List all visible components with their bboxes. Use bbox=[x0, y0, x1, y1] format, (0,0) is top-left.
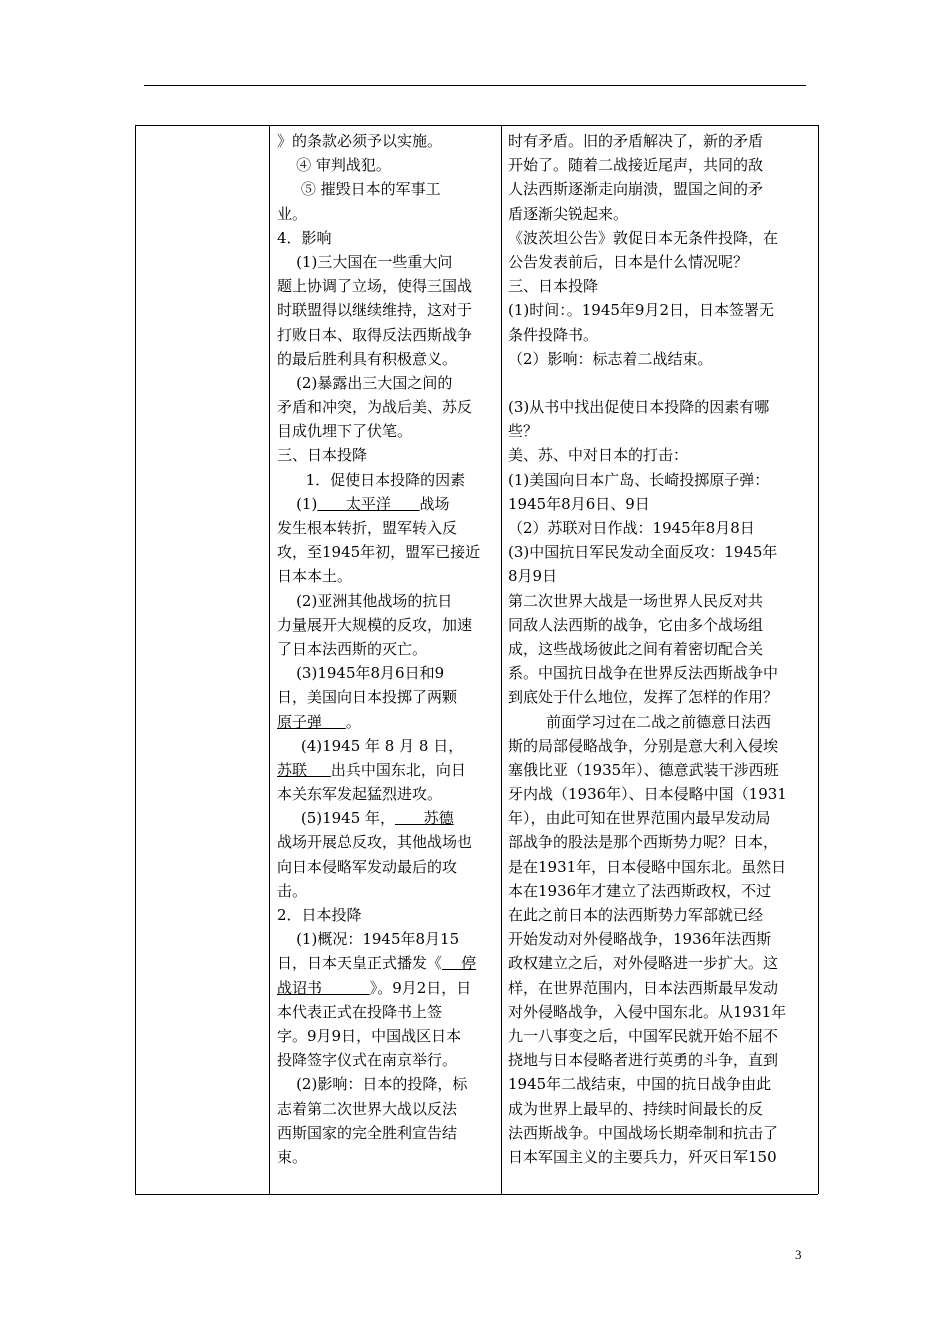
teaching-line bbox=[508, 1072, 813, 1096]
teaching-line bbox=[508, 903, 813, 927]
knowledge-line bbox=[277, 564, 499, 588]
text-run: ④ 审判战犯。 bbox=[277, 156, 391, 175]
text-run: 日，美国向日本投掷了两颗 bbox=[277, 688, 458, 707]
text-run: 系。中国抗日战争在世界反法西斯战争中 bbox=[508, 664, 779, 683]
text-run: 到底处于什么地位，发挥了怎样的作用？ bbox=[508, 688, 779, 707]
text-run: (2)影响：日本的投降，标 bbox=[277, 1075, 468, 1094]
text-run: ⑤ 摧毁日本的军事工 bbox=[277, 180, 441, 199]
text-run: 的最后胜利具有积极意义。 bbox=[277, 349, 458, 368]
text-run: 打败日本、取得反法西斯战争 bbox=[277, 325, 473, 344]
text-run: 日本军国主义的主要兵力，歼灭日军150 bbox=[508, 1147, 777, 1166]
knowledge-line bbox=[277, 153, 499, 177]
knowledge-line bbox=[277, 1145, 499, 1169]
teaching-line bbox=[508, 298, 813, 322]
knowledge-line bbox=[277, 855, 499, 879]
text-run: 本代表正式在投降书上签 bbox=[277, 1002, 443, 1021]
knowledge-line bbox=[277, 879, 499, 903]
text-run: 》。9月2日，日 bbox=[369, 978, 472, 997]
text-run: 挠地与日本侵略者进行英勇的斗争，直到 bbox=[508, 1051, 779, 1070]
teaching-column bbox=[508, 129, 813, 1169]
teaching-line bbox=[508, 782, 813, 806]
knowledge-line bbox=[277, 1072, 499, 1096]
text-run: 开始了。随着二战接近尾声，共同的敌 bbox=[508, 156, 764, 175]
text-run: 政权建立之后，对外侵略进一步扩大。这 bbox=[508, 954, 779, 973]
text-run: 力量展开大规模的反攻，加速 bbox=[277, 615, 473, 634]
teaching-line bbox=[508, 177, 813, 201]
text-run: 8月9日 bbox=[508, 567, 558, 586]
text-run: 九一八事变之后，中国军民就开始不屈不 bbox=[508, 1026, 779, 1045]
text-run: 1．促使日本投降的因素 bbox=[277, 470, 466, 489]
knowledge-line bbox=[277, 347, 499, 371]
text-run: 对外侵略战争，入侵中国东北。从1931年 bbox=[508, 1002, 787, 1021]
text-run: 些？ bbox=[508, 422, 539, 441]
teaching-line bbox=[508, 855, 813, 879]
blank-answer: 苏联 bbox=[277, 760, 331, 779]
knowledge-line bbox=[277, 927, 499, 951]
teaching-line bbox=[508, 1024, 813, 1048]
text-run: (1)美国向日本广岛、长崎投掷原子弹： bbox=[508, 470, 770, 489]
text-run: 了日本法西斯的灭亡。 bbox=[277, 639, 428, 658]
teaching-line bbox=[508, 202, 813, 226]
knowledge-line bbox=[277, 637, 499, 661]
teaching-line bbox=[508, 879, 813, 903]
text-run: 西斯国家的完全胜利宣告结 bbox=[277, 1123, 458, 1142]
knowledge-line bbox=[277, 1024, 499, 1048]
text-run: 年），由此可知在世界范围内最早发动局 bbox=[508, 809, 771, 828]
teaching-line bbox=[508, 468, 813, 492]
knowledge-line bbox=[277, 806, 499, 830]
knowledge-line bbox=[277, 202, 499, 226]
text-run: 开始发动对外侵略战争，1936年法西斯 bbox=[508, 930, 772, 949]
text-run: 成为世界上最早的、持续时间最长的反 bbox=[508, 1099, 764, 1118]
text-run: 1945年8月6日、9日 bbox=[508, 494, 650, 513]
knowledge-line bbox=[277, 903, 499, 927]
knowledge-line bbox=[277, 177, 499, 201]
text-run: 部战争的股法是那个西斯势力呢？日本， bbox=[508, 833, 779, 852]
text-run: 。 bbox=[345, 712, 361, 731]
text-run: 击。 bbox=[277, 881, 308, 900]
text-run: (2)亚洲其他战场的抗日 bbox=[277, 591, 453, 610]
text-run: (3)中国抗日军民发动全面反攻：1945年 bbox=[508, 543, 778, 562]
knowledge-line bbox=[277, 685, 499, 709]
teaching-line bbox=[508, 951, 813, 975]
teaching-line bbox=[508, 323, 813, 347]
text-run: (3)从书中找出促使日本投降的因素有哪 bbox=[508, 398, 770, 417]
column-divider-2 bbox=[501, 125, 502, 1194]
text-run: 攻，至1945年初，盟军已接近 bbox=[277, 543, 481, 562]
text-run: 战场 bbox=[419, 494, 450, 513]
knowledge-line bbox=[277, 1097, 499, 1121]
teaching-line bbox=[508, 443, 813, 467]
text-run: 公告发表前后，日本是什么情况呢？ bbox=[508, 252, 749, 271]
text-run: 人法西斯逐渐走向崩溃，盟国之间的矛 bbox=[508, 180, 764, 199]
text-run: 时联盟得以继续维持，这对于 bbox=[277, 301, 473, 320]
table-left-border bbox=[135, 125, 136, 1194]
knowledge-line bbox=[277, 782, 499, 806]
knowledge-line bbox=[277, 250, 499, 274]
text-run: 盾逐渐尖锐起来。 bbox=[508, 204, 629, 223]
knowledge-line bbox=[277, 830, 499, 854]
knowledge-line bbox=[277, 1048, 499, 1072]
teaching-line bbox=[508, 976, 813, 1000]
text-run: 字。9月9日，中国战区日本 bbox=[277, 1026, 462, 1045]
text-run: 本关东军发起猛烈进攻。 bbox=[277, 785, 443, 804]
text-run: （2）影响：标志着二战结束。 bbox=[508, 349, 713, 368]
text-run: 美、苏、中对日本的打击： bbox=[508, 446, 689, 465]
text-run: 法西斯战争。中国战场长期牵制和抗击了 bbox=[508, 1123, 779, 1142]
teaching-line bbox=[508, 589, 813, 613]
knowledge-line bbox=[277, 1000, 499, 1024]
teaching-line bbox=[508, 129, 813, 153]
text-run: 束。 bbox=[277, 1147, 308, 1166]
teaching-line bbox=[508, 250, 813, 274]
text-run: 在此之前日本的法西斯势力军部就已经 bbox=[508, 906, 764, 924]
text-run: (1)概况：1945年8月15 bbox=[277, 930, 460, 949]
blank-answer: 苏德 bbox=[395, 809, 454, 828]
text-run: 2．日本投降 bbox=[277, 906, 362, 924]
knowledge-line bbox=[277, 951, 499, 975]
knowledge-line bbox=[277, 540, 499, 564]
text-run: 日，日本天皇正式播发《 bbox=[277, 954, 443, 973]
blank-answer: 战诏书 bbox=[277, 978, 370, 997]
knowledge-column bbox=[277, 129, 499, 1169]
knowledge-line bbox=[277, 589, 499, 613]
teaching-line bbox=[508, 1121, 813, 1145]
text-run: 目成仇埋下了伏笔。 bbox=[277, 422, 413, 441]
table-bottom-border bbox=[135, 1194, 818, 1195]
text-run: (1) bbox=[277, 494, 318, 513]
knowledge-line bbox=[277, 734, 499, 758]
blank-answer: 原子弹 bbox=[277, 712, 346, 731]
text-run: 出兵中国东北，向日 bbox=[330, 760, 466, 779]
knowledge-line bbox=[277, 710, 499, 734]
text-run: 三、日本投降 bbox=[277, 446, 368, 465]
text-run: (2)暴露出三大国之间的 bbox=[277, 373, 453, 392]
teaching-line bbox=[508, 1000, 813, 1024]
header-rule bbox=[144, 85, 806, 86]
text-run: 投降签字仪式在南京举行。 bbox=[277, 1051, 458, 1070]
knowledge-line bbox=[277, 129, 499, 153]
teaching-line bbox=[508, 371, 813, 395]
knowledge-line bbox=[277, 468, 499, 492]
knowledge-line bbox=[277, 323, 499, 347]
teaching-line bbox=[508, 564, 813, 588]
text-run: 志着第二次世界大战以反法 bbox=[277, 1099, 458, 1118]
knowledge-line bbox=[277, 976, 499, 1000]
text-run: (5)1945 年， bbox=[277, 809, 396, 828]
text-run: 是在1931年，日本侵略中国东北。虽然日 bbox=[508, 857, 787, 876]
teaching-line bbox=[508, 758, 813, 782]
teaching-line bbox=[508, 685, 813, 709]
text-run: 4．影响 bbox=[277, 228, 332, 247]
text-run: 战场开展总反攻，其他战场也 bbox=[277, 833, 473, 852]
text-run: 》的条款必须予以实施。 bbox=[277, 132, 443, 150]
page-number: 3 bbox=[795, 1247, 802, 1262]
text-run: 成，这些战场彼此之间有着密切配合关 bbox=[508, 639, 764, 658]
text-run: （2）苏联对日作战：1945年8月8日 bbox=[508, 519, 755, 537]
knowledge-line bbox=[277, 492, 499, 516]
knowledge-line bbox=[277, 613, 499, 637]
teaching-line bbox=[508, 1145, 813, 1169]
teaching-line bbox=[508, 226, 813, 250]
teaching-line bbox=[508, 637, 813, 661]
table-top-border bbox=[135, 125, 818, 126]
text-run: 前面学习过在二战之前德意日法西 bbox=[508, 712, 772, 731]
teaching-line bbox=[508, 613, 813, 637]
teaching-line bbox=[508, 806, 813, 830]
teaching-line bbox=[508, 419, 813, 443]
knowledge-line bbox=[277, 395, 499, 419]
teaching-line bbox=[508, 927, 813, 951]
teaching-line bbox=[508, 1097, 813, 1121]
teaching-line bbox=[508, 830, 813, 854]
teaching-line bbox=[508, 347, 813, 371]
text-run: 斯的局部侵略战争，分别是意大利入侵埃 bbox=[508, 736, 779, 755]
text-run: 《波茨坦公告》敦促日本无条件投降，在 bbox=[508, 228, 779, 247]
knowledge-line bbox=[277, 1121, 499, 1145]
column-divider-1 bbox=[269, 125, 270, 1194]
text-run: 时有矛盾。旧的矛盾解决了，新的矛盾 bbox=[508, 132, 764, 150]
knowledge-line bbox=[277, 298, 499, 322]
teaching-line bbox=[508, 734, 813, 758]
text-run: 本在1936年才建立了法西斯政权，不过 bbox=[508, 881, 772, 900]
teaching-line bbox=[508, 274, 813, 298]
text-run: 发生根本转折，盟军转入反 bbox=[277, 519, 458, 537]
text-run: 第二次世界大战是一场世界人民反对共 bbox=[508, 591, 764, 610]
knowledge-line bbox=[277, 371, 499, 395]
blank-answer: 停 bbox=[442, 954, 477, 973]
knowledge-line bbox=[277, 661, 499, 685]
knowledge-line bbox=[277, 419, 499, 443]
text-run: (1)三大国在一些重大问 bbox=[277, 252, 453, 271]
text-run: 牙内战（1936年）、日本侵略中国（1931 bbox=[508, 785, 787, 804]
lesson-table bbox=[135, 125, 818, 1194]
text-run: 业。 bbox=[277, 204, 308, 223]
table-right-border bbox=[818, 125, 819, 1194]
teaching-line bbox=[508, 540, 813, 564]
knowledge-line bbox=[277, 226, 499, 250]
teaching-line bbox=[508, 153, 813, 177]
knowledge-line bbox=[277, 758, 499, 782]
knowledge-line bbox=[277, 443, 499, 467]
text-run: 向日本侵略军发动最后的攻 bbox=[277, 857, 458, 876]
knowledge-line bbox=[277, 274, 499, 298]
text-run: (4)1945 年 8 月 8 日， bbox=[277, 736, 464, 755]
text-run: 塞俄比亚（1935年）、德意武装干涉西班 bbox=[508, 760, 779, 779]
text-run: 日本本土。 bbox=[277, 567, 353, 586]
teaching-line bbox=[508, 516, 813, 540]
teaching-line bbox=[508, 661, 813, 685]
text-run: (1)时间：。1945年9月2日，日本签署无 bbox=[508, 301, 775, 320]
blank-answer: 太平洋 bbox=[317, 494, 420, 513]
knowledge-line bbox=[277, 516, 499, 540]
teaching-line bbox=[508, 710, 813, 734]
text-run: 矛盾和冲突，为战后美、苏反 bbox=[277, 398, 473, 417]
text-run: (3)1945年8月6日和9 bbox=[277, 664, 445, 683]
text-run: 题上协调了立场，使得三国战 bbox=[277, 277, 473, 296]
teaching-line bbox=[508, 395, 813, 419]
text-run: 同敌人法西斯的战争，它由多个战场组 bbox=[508, 615, 764, 634]
text-run: 条件投降书。 bbox=[508, 325, 599, 344]
teaching-line bbox=[508, 492, 813, 516]
text-run: 三、日本投降 bbox=[508, 277, 599, 296]
teaching-line bbox=[508, 1048, 813, 1072]
text-run: 样，在世界范围内，日本法西斯最早发动 bbox=[508, 978, 779, 997]
text-run: 1945年二战结束，中国的抗日战争由此 bbox=[508, 1075, 772, 1094]
